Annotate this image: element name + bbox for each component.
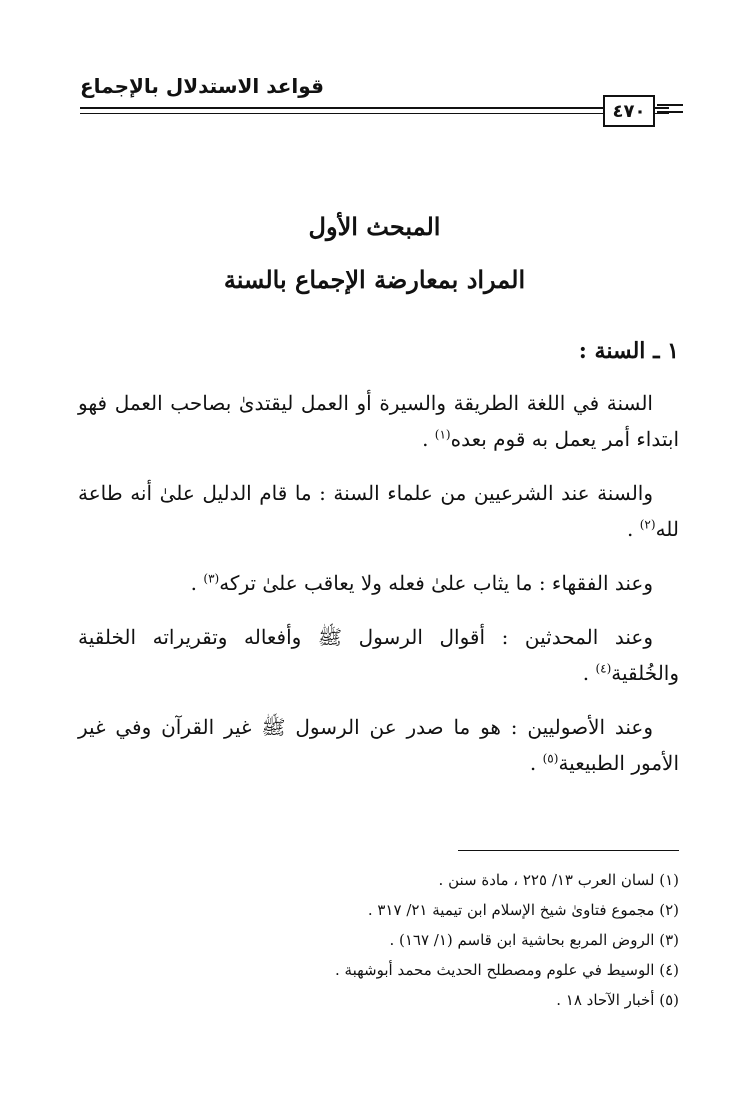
paragraph-text: والسنة عند الشرعيين من علماء السنة : ما قام الدليل علىٰ أنه طاعة لله <box>78 481 679 541</box>
header-rule-tail <box>657 104 683 106</box>
paragraph-end: . <box>582 661 596 685</box>
footnote-ref: (١) <box>434 427 451 442</box>
paragraph <box>78 475 679 547</box>
paragraph <box>78 619 679 691</box>
section-title: المراد بمعارضة الإجماع بالسنة <box>223 265 526 294</box>
footnotes <box>78 850 679 1015</box>
paragraph-end: . <box>190 571 204 595</box>
footnote-separator <box>458 850 679 851</box>
footnote-ref: (٣) <box>203 571 220 586</box>
header-rule <box>80 113 669 114</box>
paragraph <box>78 385 679 457</box>
footnote: (٤) الوسيط في علوم ومصطلح الحديث محمد أبوشهبة . <box>335 961 679 979</box>
footnote-ref: (٥) <box>542 751 559 766</box>
footnote-ref: (٢) <box>639 517 656 532</box>
running-header-title: قواعد الاستدلال بالإجماع <box>80 74 324 98</box>
paragraph-text: وعند الأصوليين : هو ما صدر عن الرسول ﷺ غير القرآن وفي غير الأمور الطبيعية <box>78 715 679 775</box>
header-rule-tail <box>657 111 683 113</box>
footnote: (٥) أخبار الآحاد ١٨ . <box>556 991 679 1009</box>
footnote: (٣) الروض المربع بحاشية ابن قاسم (١/ ١٦٧) . <box>389 931 679 949</box>
paragraph <box>78 709 679 781</box>
footnote: (٢) مجموع فتاوىٰ شيخ الإسلام ابن تيمية ٢١/ ٣١٧ . <box>367 901 679 919</box>
paragraph-text: وعند الفقهاء : ما يثاب علىٰ فعله ولا يعاقب علىٰ تركه <box>219 571 653 595</box>
paragraph-end: . <box>529 751 543 775</box>
running-header <box>80 58 669 130</box>
subsection-heading: ١ ـ السنة : <box>578 338 679 364</box>
body-text <box>78 385 679 799</box>
paragraph-text: السنة في اللغة الطريقة والسيرة أو العمل ليقتدىٰ بصاحب العمل فهو ابتداء أمر يعمل به قوم بعده <box>78 391 679 451</box>
paragraph-end: . <box>422 427 435 451</box>
footnote-ref: (٤) <box>595 661 612 676</box>
page-number: ٤٧٠ <box>603 95 655 127</box>
footnote: (١) لسان العرب ١٣/ ٢٢٥ ، مادة سنن . <box>438 871 679 889</box>
paragraph-end: . <box>627 517 640 541</box>
header-rule <box>80 107 669 109</box>
chapter-title: المبحث الأول <box>308 212 441 241</box>
paragraph-text: وعند المحدثين : أقوال الرسول ﷺ وأفعاله وتقريراته الخلقية والخُلقية <box>78 625 679 685</box>
paragraph <box>78 565 679 601</box>
